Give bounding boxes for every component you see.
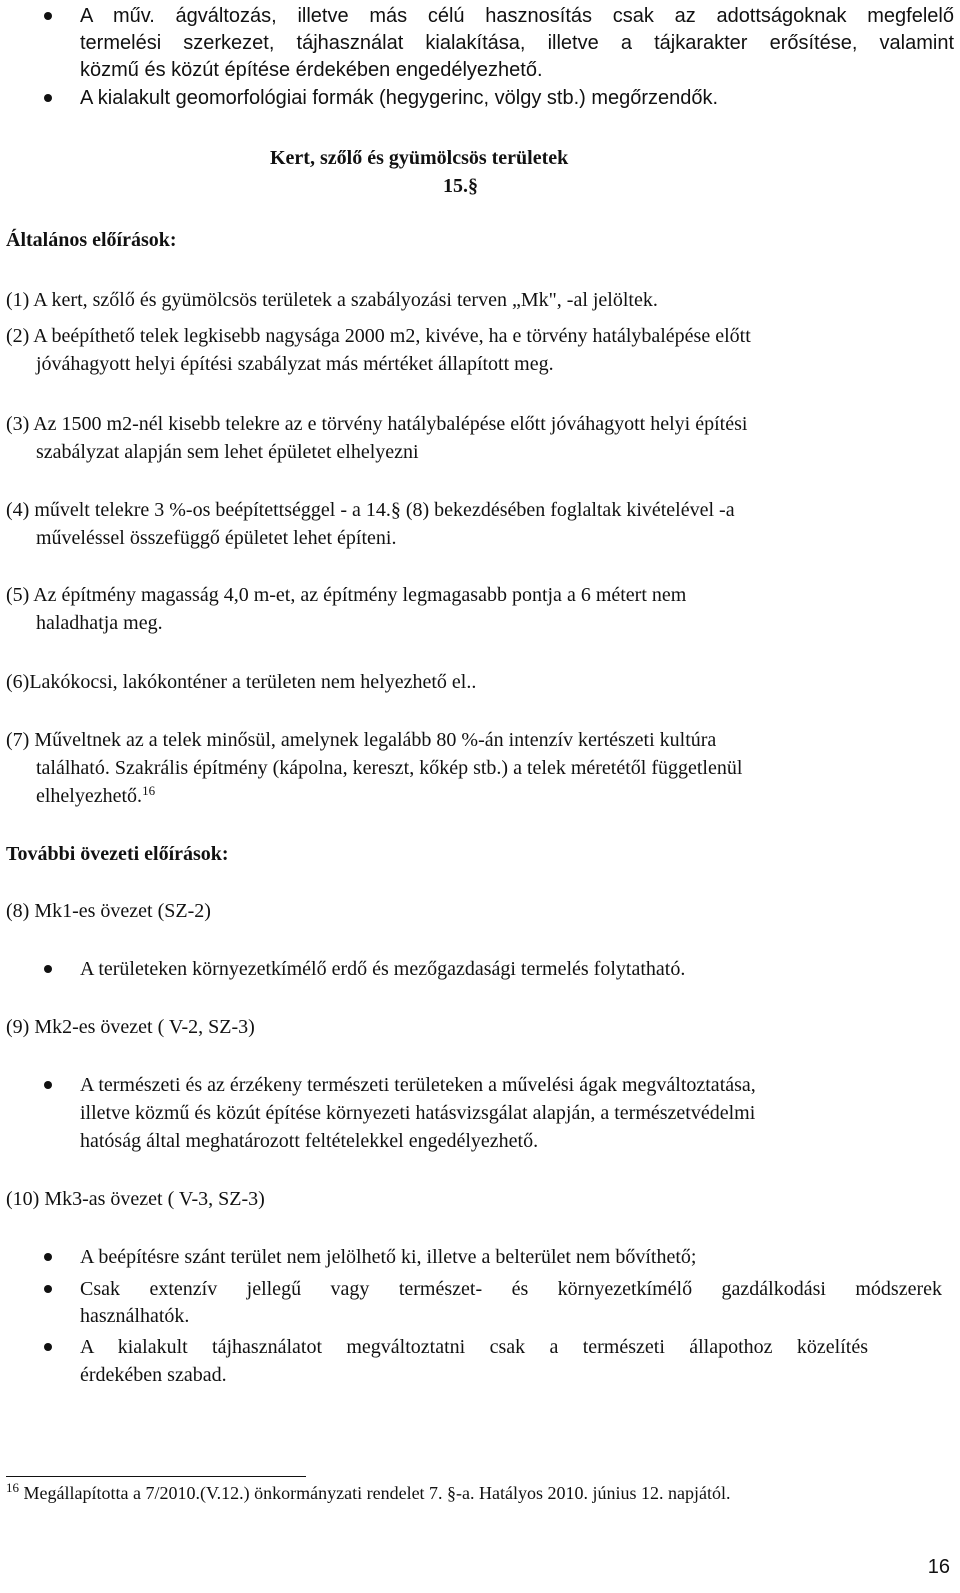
zone-mk1-title: (8) Mk1-es övezet (SZ-2) (6, 900, 211, 922)
paragraph-2-line-1: (2) A beépíthető telek legkisebb nagysága 2000 m2, kivéve, ha e törvény hatálybalépése előtt (6, 325, 751, 347)
zone-mk3-bullet-3-line-2: érdekében szabad. (80, 1364, 227, 1386)
bullet-icon (44, 1285, 52, 1293)
paragraph-5-line-2: haladhatja meg. (36, 612, 163, 634)
bullet-icon (44, 12, 52, 20)
page-number: 16 (927, 1556, 950, 1578)
general-heading: Általános előírások: (6, 229, 177, 251)
paragraph-6: (6)Lakókocsi, lakókonténer a területen nem helyezhető el.. (6, 671, 477, 693)
paragraph-7-line-2: található. Szakrális építmény (kápolna, kereszt, kőkép stb.) a telek méretétől függetlenül (36, 757, 743, 779)
paragraph-1: (1) A kert, szőlő és gyümölcsös területek a szabályozási terven „Mk", -al jelöltek. (6, 289, 658, 311)
zone-mk3-title: (10) Mk3-as övezet ( V-3, SZ-3) (6, 1188, 265, 1210)
section-title: Kert, szőlő és gyümölcsös területek (270, 147, 569, 169)
zone-mk3-bullet-2-line-2: használhatók. (80, 1305, 190, 1327)
zone-mk2-title: (9) Mk2-es övezet ( V-2, SZ-3) (6, 1016, 255, 1038)
intro-bullet-2: A kialakult geomorfológiai formák (hegygerinc, völgy stb.) megőrzendők. (80, 87, 719, 109)
intro-bullet-1-line-3: közmű és közút építése érdekében engedélyezhető. (80, 59, 543, 81)
footnote-divider (6, 1476, 306, 1477)
paragraph-7-line-3-text: elhelyezhető. (36, 785, 143, 807)
zone-mk2-bullet-1-line-3: hatóság által meghatározott feltételekkel engedélyezhető. (80, 1130, 539, 1152)
zone-mk2-bullet-1-line-2: illetve közmű és közút építése környezeti hatásvizsgálat alapján, a természetvédelmi (80, 1102, 756, 1124)
intro-bullet-1-line-2: termelési szerkezet, tájhasználat kialakítása, illetve a tájkarakter erősítése, valamint (80, 32, 954, 54)
footnote-text: Megállapította a 7/2010.(V.12.) önkormányzati rendelet 7. §-a. Hatályos 2010. június 12. napjától. (23, 1483, 731, 1503)
footnote-marker: 16 (6, 1480, 19, 1495)
bullet-icon (44, 1253, 52, 1261)
section-number: 15.§ (443, 175, 478, 197)
zone-mk3-bullet-1: A beépítésre szánt terület nem jelölhető ki, illetve a belterület nem bővíthető; (80, 1246, 697, 1268)
zone-mk2-bullet-1-line-1: A természeti és az érzékeny természeti területeken a művelési ágak megváltoztatása, (80, 1074, 756, 1096)
bullet-icon (44, 1343, 52, 1351)
paragraph-2-line-2: jóváhagyott helyi építési szabályzat más mértéket állapított meg. (36, 353, 554, 375)
paragraph-3-line-1: (3) Az 1500 m2-nél kisebb telekre az e törvény hatálybalépése előtt jóváhagyott helyi építési (6, 413, 748, 435)
paragraph-7-line-3 (36, 782, 155, 810)
paragraph-4-line-1: (4) művelt telekre 3 %-os beépítettséggel - a 14.§ (8) bekezdésében foglaltak kivételével -a (6, 499, 735, 521)
paragraph-3-line-2: szabályzat alapján sem lehet épületet elhelyezni (36, 441, 419, 463)
zone-mk1-bullet-1: A területeken környezetkímélő erdő és mezőgazdasági termelés folytatható. (80, 958, 686, 980)
intro-bullet-1-line-1: A műv. ágváltozás, illetve más célú hasznosítás csak az adottságoknak megfelelő (80, 5, 954, 27)
footnote (6, 1480, 731, 1506)
zone-mk3-bullet-3-line-1: A kialakult tájhasználatot megváltoztatni csak a természeti állapothoz közelítés (80, 1336, 868, 1358)
bullet-icon (44, 94, 52, 102)
bullet-icon (44, 1081, 52, 1089)
paragraph-4-line-2: műveléssel összefüggő épületet lehet építeni. (36, 527, 397, 549)
further-heading: További övezeti előírások: (6, 843, 229, 865)
footnote-ref[interactable]: 16 (142, 783, 156, 798)
bullet-icon (44, 965, 52, 973)
paragraph-7-line-1: (7) Műveltnek az a telek minősül, amelynek legalább 80 %-án intenzív kertészeti kultúra (6, 729, 717, 751)
paragraph-5-line-1: (5) Az építmény magasság 4,0 m-et, az építmény legmagasabb pontja a 6 métert nem (6, 584, 687, 606)
zone-mk3-bullet-2-line-1: Csak extenzív jellegű vagy természet- és környezetkímélő gazdálkodási módszerek (80, 1278, 942, 1300)
